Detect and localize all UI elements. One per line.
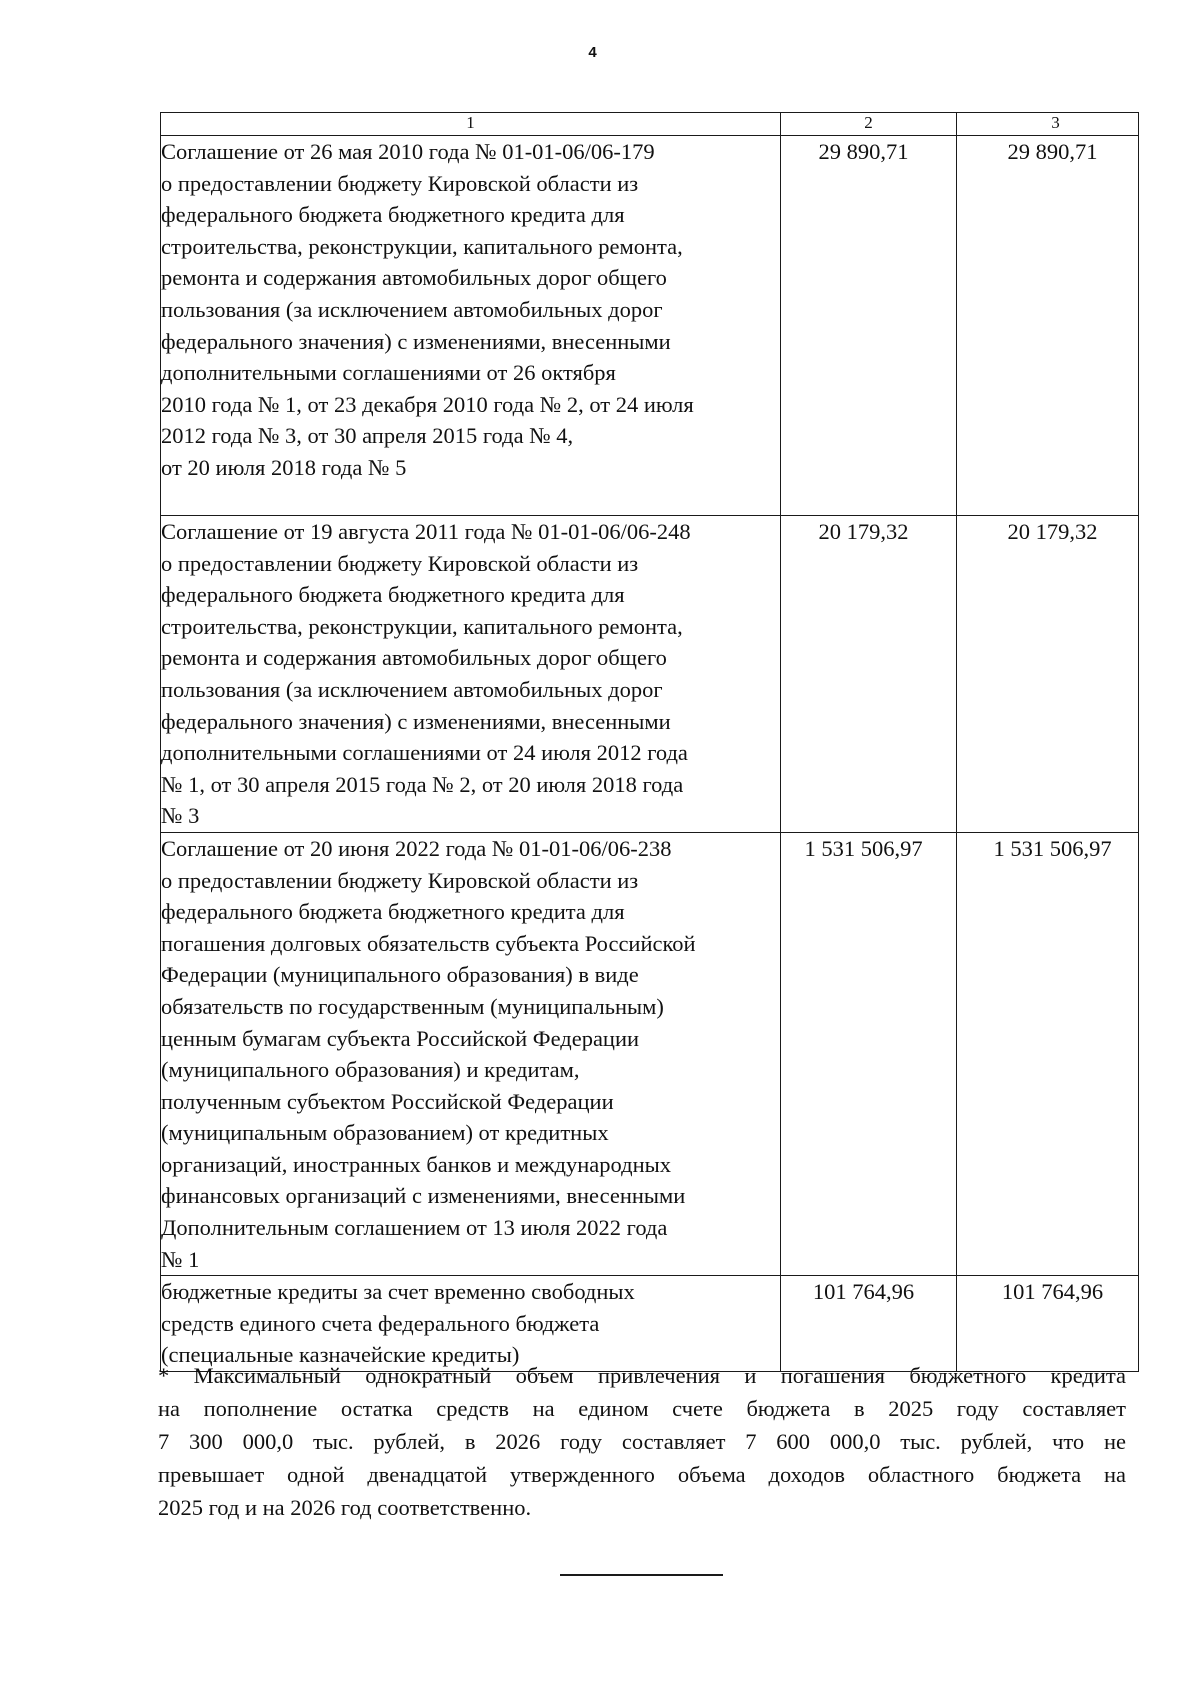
- description-line: о предоставлении бюджету Кировской области из: [161, 170, 639, 196]
- amount-col3-cell: 29 890,71: [957, 136, 1139, 516]
- description-line: № 1: [161, 1246, 200, 1272]
- footnote: [158, 1359, 1126, 1524]
- amount-col2-cell: 20 179,32: [781, 516, 957, 833]
- description-line: Соглашение от 20 июня 2022 года № 01-01-06/06-238: [161, 835, 672, 861]
- description-line: о предоставлении бюджету Кировской области из: [161, 867, 639, 893]
- table-header-row: [161, 113, 1139, 136]
- description-line: Федерации (муниципального образования) в виде: [161, 962, 639, 988]
- amount-col2-cell: 1 531 506,97: [781, 832, 957, 1275]
- amount-col3-cell: 1 531 506,97: [957, 832, 1139, 1275]
- description-line: ценным бумагам субъекта Российской Федерации: [161, 1025, 640, 1051]
- description-line: 2010 года № 1, от 23 декабря 2010 года № 2, от 24 июля: [161, 391, 694, 417]
- description-line: строительства, реконструкции, капитального ремонта,: [161, 233, 683, 259]
- description-line: федерального бюджета бюджетного кредита для: [161, 202, 625, 228]
- description-line: (специальные казначейские кредиты): [161, 1342, 520, 1368]
- table-row: [161, 516, 1139, 833]
- footnote-line: * Максимальный однократный объем привлечения и погашения бюджетного кредита: [158, 1363, 1126, 1388]
- description-cell: [161, 1276, 781, 1372]
- page-number: 4: [588, 44, 597, 61]
- description-line: организаций, иностранных банков и международных: [161, 1151, 671, 1177]
- description-line: бюджетные кредиты за счет временно свободных: [161, 1279, 635, 1305]
- description-cell: [161, 136, 781, 516]
- footnote-line: 2025 год и на 2026 год соответственно.: [158, 1495, 532, 1520]
- amount-col3-cell: 20 179,32: [957, 516, 1139, 833]
- description-line: 2012 года № 3, от 30 апреля 2015 года № 4,: [161, 423, 574, 449]
- description-line: (муниципального образования) и кредитам,: [161, 1057, 580, 1083]
- description-line: о предоставлении бюджету Кировской области из: [161, 550, 639, 576]
- header-cell-2: 2: [781, 113, 957, 136]
- description-line: ремонта и содержания автомобильных дорог общего: [161, 265, 667, 291]
- description-line: строительства, реконструкции, капитального ремонта,: [161, 613, 683, 639]
- amount-col3-cell: 101 764,96: [957, 1276, 1139, 1372]
- description-line: № 1, от 30 апреля 2015 года № 2, от 20 июля 2018 года: [161, 771, 684, 797]
- description-line: от 20 июля 2018 года № 5: [161, 454, 407, 480]
- description-line: полученным субъектом Российской Федерации: [161, 1088, 614, 1114]
- table-row: [161, 832, 1139, 1275]
- amount-col2-cell: 29 890,71: [781, 136, 957, 516]
- description-line: средств единого счета федерального бюджета: [161, 1310, 600, 1336]
- description-line: Соглашение от 26 мая 2010 года № 01-01-06/06-179: [161, 139, 655, 164]
- end-of-document-rule: [560, 1574, 723, 1576]
- header-cell-3: 3: [957, 113, 1139, 136]
- footnote-line: 7 300 000,0 тыс. рублей, в 2026 году составляет 7 600 000,0 тыс. рублей, что не: [158, 1429, 1126, 1454]
- description-line: погашения долговых обязательств субъекта Российской: [161, 930, 696, 956]
- description-cell: [161, 832, 781, 1275]
- description-line: федерального значения) с изменениями, внесенными: [161, 708, 671, 734]
- description-line: дополнительными соглашениями от 26 октября: [161, 360, 616, 386]
- table-row: [161, 1276, 1139, 1372]
- description-line: федерального бюджета бюджетного кредита для: [161, 582, 625, 608]
- amount-col2-cell: 101 764,96: [781, 1276, 957, 1372]
- description-line: Соглашение от 19 августа 2011 года № 01-01-06/06-248: [161, 519, 691, 544]
- footnote-line: превышает одной двенадцатой утвержденного объема доходов областного бюджета на: [158, 1462, 1126, 1487]
- description-line: федерального бюджета бюджетного кредита для: [161, 899, 625, 925]
- description-line: финансовых организаций с изменениями, внесенными: [161, 1183, 686, 1209]
- description-line: дополнительными соглашениями от 24 июля 2012 года: [161, 740, 688, 766]
- description-cell: [161, 516, 781, 833]
- description-line: обязательств по государственным (муниципальным): [161, 993, 664, 1019]
- credit-agreements-table: [160, 112, 1139, 1372]
- footnote-line: на пополнение остатка средств на едином счете бюджета в 2025 году составляет: [158, 1396, 1126, 1421]
- description-line: пользования (за исключением автомобильных дорог: [161, 296, 663, 322]
- table-row: [161, 136, 1139, 516]
- header-cell-1: 1: [161, 113, 781, 136]
- description-line: федерального значения) с изменениями, внесенными: [161, 328, 671, 354]
- description-line: № 3: [161, 803, 200, 829]
- description-line: пользования (за исключением автомобильных дорог: [161, 676, 663, 702]
- description-line: Дополнительным соглашением от 13 июля 2022 года: [161, 1215, 668, 1241]
- description-line: (муниципальным образованием) от кредитных: [161, 1120, 609, 1146]
- description-line: ремонта и содержания автомобильных дорог общего: [161, 645, 667, 671]
